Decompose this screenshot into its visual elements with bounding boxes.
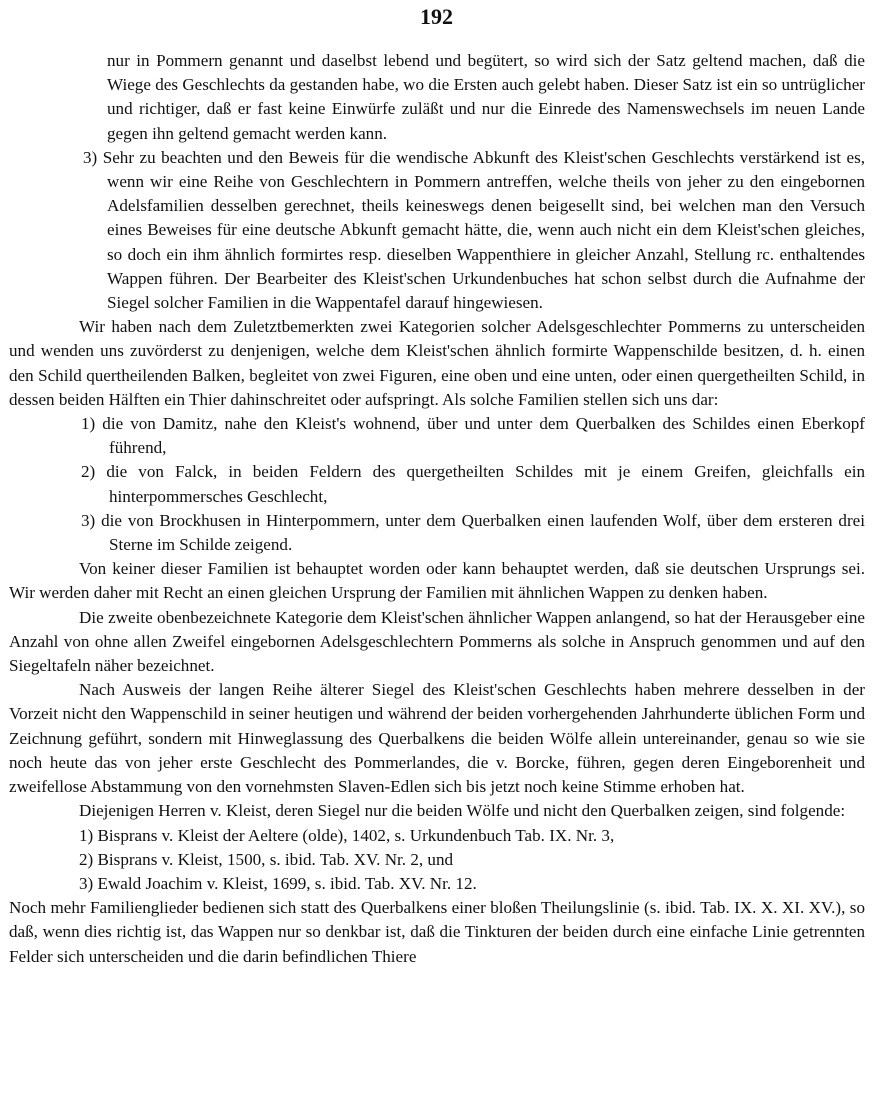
numbered-paragraph-3: 3) Sehr zu beachten und den Beweis für die wendische Abkunft des Kleist'schen Geschlechts verstärkend ist es, wenn wir eine Reihe von Geschlechtern in Pommern antreffen, welche theils von jeher zu den eingebornen Adelsfamilien desselben gerechnet, theils keineswegs denen beigesellt sind, bei welchen man den Versuch eines Beweises für eine deutsche Abkunft gemacht hätte, die, wenn auch nicht ein dem Kleist'schen gleiches, so doch ein ihm ähnlich formirtes resp. dieselben Wappenthiere in gleicher Anzahl, Stellung rc. enthaltendes Wappen führen. Der Bearbeiter des Kleist'schen Urkundenbuches hat schon selbst durch die Aufnahme der Siegel solcher Familien in die Wappentafel darauf hingewiesen. [83, 147, 865, 313]
paragraph-second-category: Die zweite obenbezeichnete Kategorie dem Kleist'schen ähnlicher Wappen anlangend, so hat der Herausgeber eine Anzahl von ohne allen Zweifel eingebornen Adelsgeschlechtern Pommerns als solche in Anspruch genommen und auf den Siegeltafeln näher bezeichnet. [9, 607, 865, 676]
paragraph-origin: Von keiner dieser Familien ist behauptet worden oder kann behauptet werden, daß sie deutschen Ursprungs sei. Wir werden daher mit Recht an einen gleichen Ursprung der Familien mit ähnlichen Wappen zu denken haben. [9, 559, 865, 603]
family-list-item-3: 3) die von Brockhusen in Hinterpommern, unter dem Querbalken einen laufenden Wolf, über dem ersteren drei Sterne im Schilde zeigend. [81, 510, 865, 555]
paragraph-seals: Nach Ausweis der langen Reihe älterer Siegel des Kleist'schen Geschlechts haben mehrere desselben in der Vorzeit nicht den Wappenschild in seiner heutigen und während der beiden vorhergehenden Jahrhunderte üblichen Form und Zeichnung geführt, sondern mit Hinweglassung des Querbalkens die beiden Wölfe allein untereinander, genau so wie sie noch heute das von jeher erste Geschlecht des Pommerlandes, die v. Borcke, führen, gegen deren Eingeborenheit und zweifellose Abstammung von den vornehmsten Slaven-Edlen sich bis jetzt noch keine Stimme erhoben hat. [9, 680, 865, 797]
body-text [9, 49, 865, 969]
seal-list-item-1: 1) Bisprans v. Kleist der Aeltere (olde), 1402, s. Urkundenbuch Tab. IX. Nr. 3, [79, 825, 615, 845]
seal-list-item-2: 2) Bisprans v. Kleist, 1500, s. ibid. Tab. XV. Nr. 2, und [79, 849, 454, 869]
page-number: 192 [420, 4, 453, 29]
paragraph-categories: Wir haben nach dem Zuletztbemerkten zwei Kategorien solcher Adelsgeschlechter Pommerns zu unterscheiden und wenden uns zuvörderst zu denjenigen, welche dem Kleist'schen ähnlich formirte Wappenschilde besitzen, d. h. einen den Schild quertheilenden Balken, begleitet von zwei Figuren, eine oben und eine unten, oder einen quergetheilten Schild, in dessen beiden Hälften ein Thier dahinschreitet oder aufspringt. Als solche Familien stellen sich uns dar: [9, 317, 865, 409]
family-list-item-1: 1) die von Damitz, nahe den Kleist's wohnend, über und unter dem Querbalken des Schildes einen Eberkopf führend, [81, 414, 865, 458]
paragraph-kleist-seals: Diejenigen Herren v. Kleist, deren Siegel nur die beiden Wölfe und nicht den Querbalken zeigen, sind folgende: [79, 801, 846, 821]
paragraph-continuation: nur in Pommern genannt und daselbst lebend und begütert, so wird sich der Satz geltend machen, daß die Wiege des Geschlechts da gestanden habe, wo die Ersten auch gelebt haben. Dieser Satz ist ein so untrüglicher und richtiger, daß er fast keine Einwürfe zuläßt und nur die Einrede des Namenswechsels im neuen Lande gegen ihn geltend gemacht werden kann. [107, 51, 865, 143]
family-list-item-2: 2) die von Falck, in beiden Feldern des quergetheilten Schildes mit je einem Greifen, gleichfalls ein hinterpommersches Geschlecht, [81, 462, 865, 506]
paragraph-tinctures: Noch mehr Familienglieder bedienen sich statt des Querbalkens einer bloßen Theilungslinie (s. ibid. Tab. IX. X. XI. XV.), so daß, wenn dies richtig ist, das Wappen nur so denkbar ist, daß die Tinkturen der beiden durch eine einfache Linie getrennten Felder sich unterscheiden und die darin befindlichen Thiere [9, 898, 865, 966]
seal-list-item-3: 3) Ewald Joachim v. Kleist, 1699, s. ibid. Tab. XV. Nr. 12. [79, 873, 477, 893]
